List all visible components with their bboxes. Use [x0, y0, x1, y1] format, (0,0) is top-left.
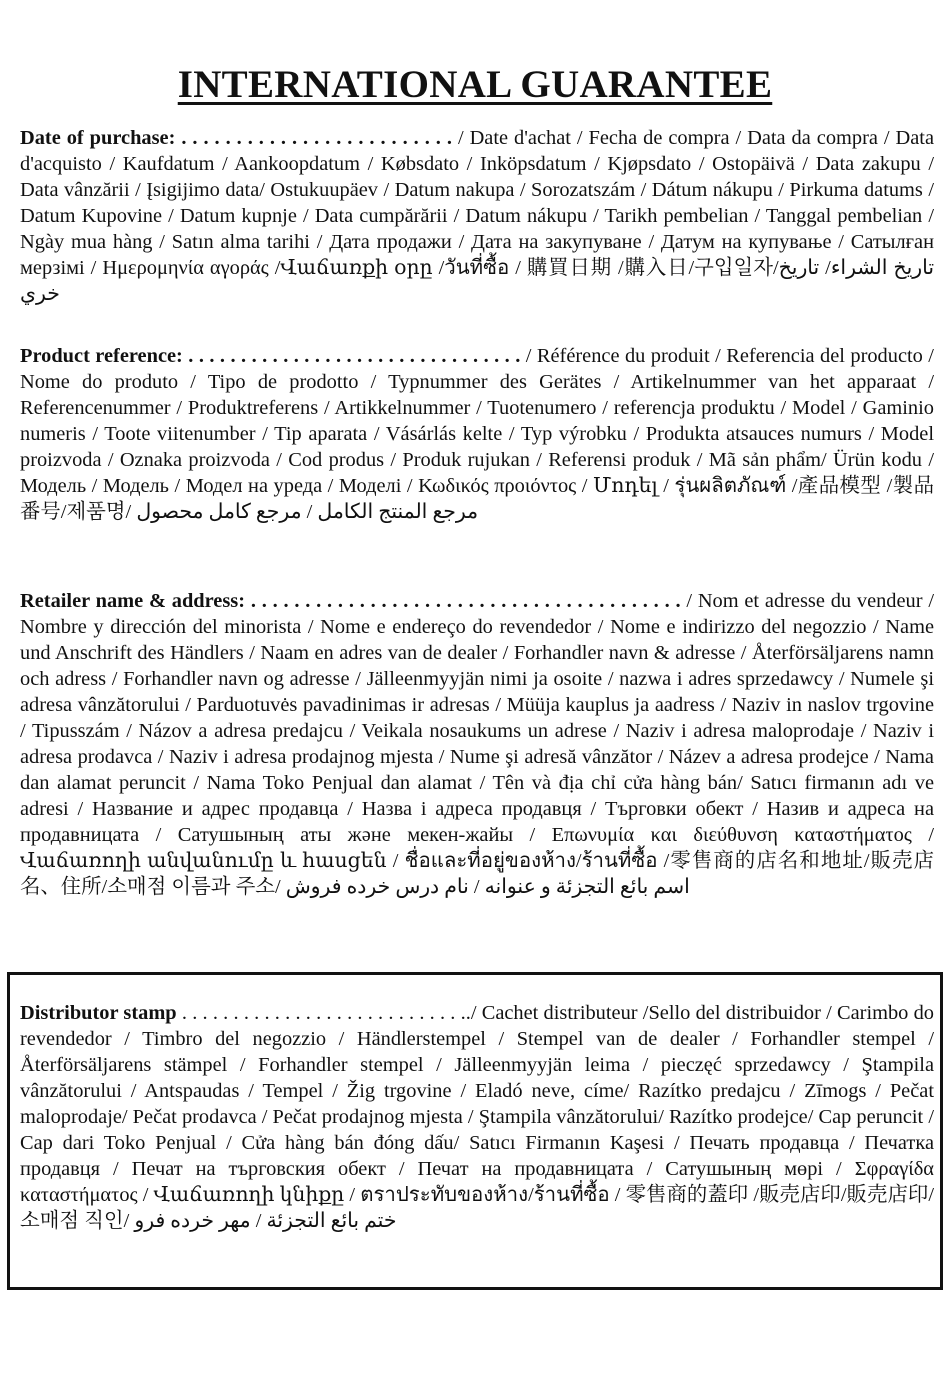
date-of-purchase-label: Date of purchase: — [20, 127, 176, 149]
retailer-translations: / Nom et adresse du vendeur / Nombre y dirección del minorista / Nome e endereço do revendedor / Nome e indirizzo del negozzio / Name und Anschrift des Händlers / Naam en adres van de dealer / Forhandler navn & adresse / Återförsäljarens namn och adress / Forhandler navn og adresse / Jälleenmyyjän nimi ja osoite / nazwa i adres sprzedawcy / Numele şi adresa vânzătorului / Parduotuvės pavadinimas ir adresas / Müüja kauplus ja aadress / Naziv in naslov trgovine / Tipusszám / Názov a adresa predajcu / Veikala nosaukums un adrese / Naziv i adresa maloprodaje / Naziv i adresa prodavca / Naziv i adresa prodajnog mjesta / Nume şi adresă vânzător / Název a adresa prodejce / Nama dan alamat peruncit / Nama Toko Penjual dan alamat / Tên và địa chỉ cửa hàng bán/ Satıcı firmanın adı ve adresi / Название и адрес продавца / Назва і адреса продавця / Търговки обект / Назив и адреса на продавницата / Сатушының аты және мекен-жайы / Επωνυμία και διεύθυνση καταστήματος / Վաճառողի անվանումը և հասցեն / ชื่อและที่อยู่ของห้าง/ร้านที่ซื้อ /零售商的店名和地址/販売店名、住所/소매점 이름과 주소/ اسم بائع التجزئة و عنوانه / نام درس خرده فروش — [20, 590, 934, 898]
distributor-stamp-section — [20, 1000, 934, 1234]
distributor-stamp-label: Distributor stamp — [20, 1002, 177, 1024]
product-reference-label: Product reference: — [20, 345, 183, 367]
page-title-text: INTERNATIONAL GUARANTEE — [177, 63, 773, 106]
product-reference-section — [20, 343, 934, 525]
product-reference-fill-dots[interactable]: . . . . . . . . . . . . . . . . . . . . . . . . . . . . . . . . — [182, 345, 526, 367]
date-of-purchase-section — [20, 125, 934, 307]
distributor-stamp-translations: ./ Cachet distributeur /Sello del distribuidor / Carimbo do revendedor / Timbro del negozzio / Händlerstempel / Stempel van de dealer / Forhandler stempel / Återförsäljarens stämpel / Forhandler stempel / Jälleenmyyjän leima / pieczęć sprzedawcy / Ştampila vânzătorului / Antspaudas / Tempel / Žig trgovine / Eladó neve, címe/ Razítko predajcu / Zīmogs / Pečat maloprodaje/ Pečat prodavca / Pečat prodajnog mjesta / Ştampila vânzătorului/ Razítko prodejce/ Cap peruncit / Cap dari Toko Penjual / Cửa hàng bán đóng dấu/ Satıcı Firmanın Kaşesi / Печать продавца / Печатка продавця / Печат на търговския обект / Печат на продавницата / Сатушының мөрі / Σφραγίδα καταστήματος / Վաճառողի կնիքը / ตราประทับของห้าง/ร้านที่ซื้อ / 零售商的蓋印 /販売店印/販売店印/소매점 직인/ ختم بائع التجزئة / مهر خرده فرو — [20, 1002, 934, 1232]
retailer-fill-dots[interactable]: . . . . . . . . . . . . . . . . . . . . . . . . . . . . . . . . . . . . . . . . — [245, 590, 687, 612]
retailer-section — [20, 588, 934, 900]
date-of-purchase-translations: / Date d'achat / Fecha de compra / Data da compra / Data d'acquisto / Kaufdatum / Aankoopdatum / Købsdato / Inköpsdatum / Kjøpsdato / Ostopäivä / Data zakupu / Data vânzării / Įsigijimo data/ Ostukuupäev / Datum nakupa / Sorozatszám / Dátum nákupu / Pirkuma datums / Datum Kupovine / Datum kupnje / Data cumpărării / Datum nákupu / Tarikh pembelian / Tanggal pembelian / Ngày mua hàng / Satın alma tarihi / Дата продажи / Дата на закупуване / Датум на купување / Сатылған мерзімі / Ημερομηνία αγοράς /Վաճառքի օրը /วันที่ซื้อ / 購買日期 /購入日/구입일자/تاريخ الشراء/ تاريخ خري — [20, 127, 934, 305]
distributor-stamp-fill-dots[interactable]: . . . . . . . . . . . . . . . . . . . . . . . . . . . . — [176, 1002, 466, 1024]
page-title — [0, 62, 950, 108]
date-of-purchase-fill-dots[interactable]: . . . . . . . . . . . . . . . . . . . . . . . . . — [175, 127, 458, 149]
product-reference-translations: / Référence du produit / Referencia del producto / Nome do produto / Tipo de prodotto / Typnummer des Gerätes / Artikelnummer van het apparaat / Referencenummer / Produktreferens / Artikkelnummer / Tuotenumero / referencja produktu / Model / Gaminio numeris / Toote viitenumber / Tip aparata / Vásárlás kelte / Typ výrobku / Produkta atsauces numurs / Model proizvoda / Oznaka proizvoda / Cod produs / Produk rujukan / Referensi produk / Mã sản phẩm/ Ürün kodu / Модель / Модель / Модел на уреда / Моделі / Κωδικός προιόντος / Մոդել / รุ่นผลิตภัณฑ์ /產品模型 /製品番号/제품명/ مرجع المنتج الكامل / مرجع كامل محصول — [20, 345, 934, 523]
retailer-label: Retailer name & address: — [20, 590, 246, 612]
